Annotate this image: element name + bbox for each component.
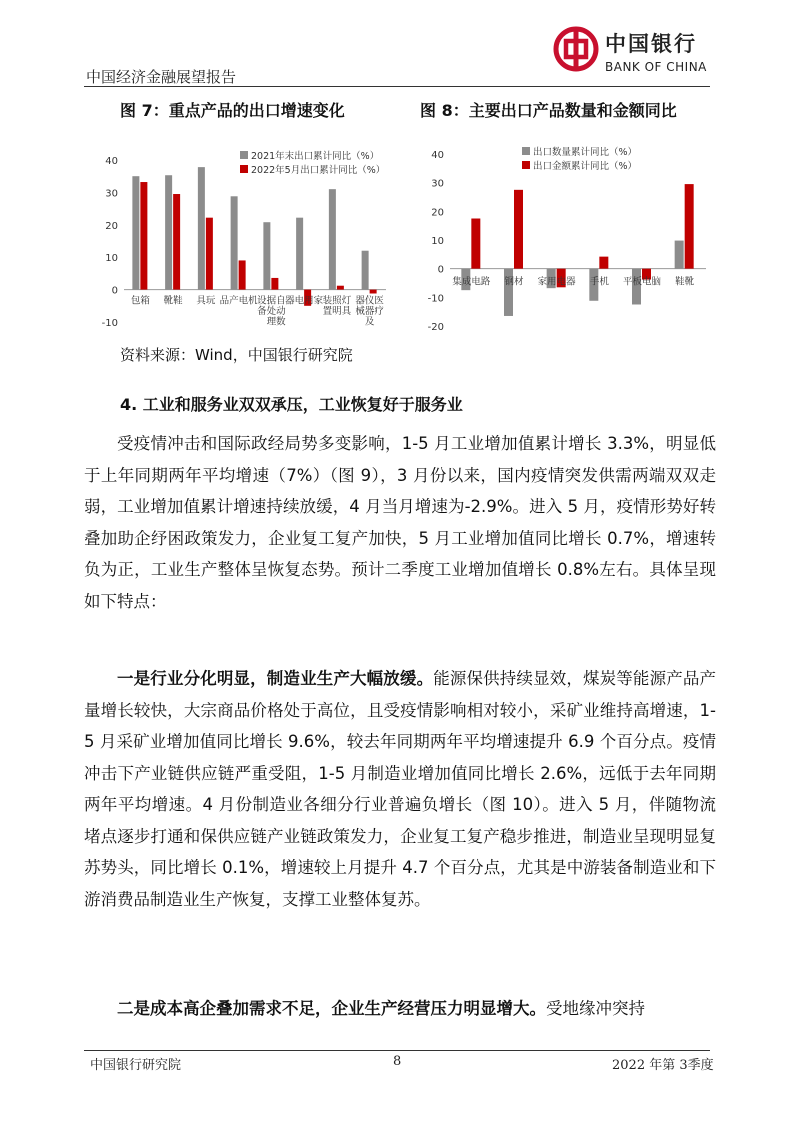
figure7-chart bbox=[90, 140, 390, 340]
x-tick-label-char: 理 bbox=[266, 316, 277, 328]
x-tick-label: 鞋靴 bbox=[675, 276, 695, 288]
bar-red bbox=[337, 286, 344, 290]
bar-gray bbox=[263, 222, 270, 289]
bar-gray bbox=[675, 241, 684, 269]
x-tick-label-char: 玩 bbox=[205, 295, 216, 307]
x-tick-label-char: 备 bbox=[257, 306, 267, 318]
x-tick-label-char: 处 bbox=[266, 306, 277, 318]
x-tick-label: 家用电器 bbox=[537, 276, 576, 288]
x-tick-label: 平板电脑 bbox=[622, 276, 662, 288]
x-tick-label-char: 箱 bbox=[140, 295, 150, 307]
x-tick-label-char: 包 bbox=[130, 295, 141, 307]
x-tick-label-char: 疗 bbox=[374, 306, 384, 318]
x-tick-label-char: 具 bbox=[341, 306, 352, 318]
bar-gray bbox=[362, 251, 369, 290]
x-tick-label-char: 电 bbox=[238, 295, 249, 307]
x-tick-label-char: 产 bbox=[229, 295, 239, 307]
x-tick-label-char: 器 bbox=[364, 306, 375, 318]
paragraph-industry-divergence bbox=[84, 663, 716, 915]
y-tick-label: -10 bbox=[427, 293, 444, 305]
legend-swatch bbox=[240, 151, 248, 159]
paragraph-industry-overview: 受疫情冲击和国际政经局势多变影响，1-5 月工业增加值累计增长 3.3%，明显低于上年同期两年平均增速（7%）（图 9），3 月份以来，国内疫情突发供需两端双双走弱，工业增加值累计增速持续放缓，4 月当月增速为-2.9%。进入 5 月，疫情形势好转叠加助企纾困政策发力，企业复工复产加快，5 月工业增加值同比增长 0.7%，增速转负为正，工业生产整体呈恢复态势。预计二季度工业增加值增长 0.8%左右。具体呈现如下特点： bbox=[84, 434, 716, 611]
x-tick-label-char: 家 bbox=[313, 295, 324, 307]
x-tick-label-char: 医 bbox=[374, 295, 384, 307]
x-tick-label-char: 具 bbox=[196, 295, 206, 307]
paragraph-body-1: 能源保供持续显效，煤炭等能源产品产量增长较快，大宗商品价格处于高位，且受疫情影响相对较小，采矿业维持高增速，1-5 月采矿业增加值同比增长 9.6%，较去年同期两年平均增速提升 6.9 个百分点。疫情冲击下产业链供应链严重受阻，1-5 月制造业增加值同比增长 2.6%，远低于去年同期两年平均增速。4 月份制造业各细分行业普遍负增长（图 10）。进入 5 月，伴随物流堵点逐步打通和保供应链产业链政策发力，企业复工复产稳步推进，制造业呈现明显复苏势头，同比增长 0.1%，增速较上月提升 4.7 个百分点，尤其是中游装备制造业和下游消费品制造业生产恢复，支撑工业整体复苏。 bbox=[84, 669, 717, 909]
x-tick-label-char: 自 bbox=[276, 295, 286, 307]
bar-red bbox=[173, 194, 180, 290]
x-tick-label-char: 器 bbox=[355, 295, 365, 307]
paragraph-cost-pressure bbox=[84, 993, 716, 1025]
legend-label: 2021年末出口累计同比（%） bbox=[251, 151, 380, 162]
y-tick-label: 0 bbox=[437, 264, 444, 276]
x-tick-label-char: 械 bbox=[355, 306, 365, 318]
x-tick-label: 集成电路 bbox=[452, 276, 491, 288]
x-tick-label-char: 品 bbox=[219, 295, 230, 307]
x-tick-label-char: 照 bbox=[332, 295, 342, 307]
bar-gray bbox=[132, 176, 139, 289]
footer-period: 2022 年第 3季度 bbox=[612, 1058, 714, 1073]
y-tick-label: 20 bbox=[105, 220, 118, 232]
bar-gray bbox=[231, 196, 238, 289]
legend-swatch bbox=[522, 161, 530, 169]
figure7-title: 图 7：重点产品的出口增速变化 bbox=[120, 101, 345, 120]
x-tick-label-char: 动 bbox=[276, 306, 286, 318]
x-tick-label-char: 仪 bbox=[364, 295, 375, 307]
figure8-chart bbox=[418, 140, 718, 340]
paragraph-lead-1: 一是行业分化明显，制造业生产大幅放缓。 bbox=[117, 669, 434, 688]
bar-red bbox=[685, 184, 694, 269]
footer-page-number: 8 bbox=[393, 1054, 402, 1069]
y-tick-label: -10 bbox=[101, 318, 118, 329]
x-tick-label-char: 鞋 bbox=[173, 295, 183, 307]
x-tick-label: 钢材 bbox=[504, 276, 524, 288]
y-tick-label: 10 bbox=[105, 253, 118, 265]
bank-of-china-emblem-icon bbox=[553, 26, 599, 72]
footer-institution: 中国银行研究院 bbox=[90, 1058, 182, 1073]
bar-red bbox=[140, 182, 147, 290]
bar-red bbox=[370, 290, 377, 294]
legend-label: 出口金额累计同比（%） bbox=[533, 161, 638, 172]
x-tick-label: 手机 bbox=[589, 276, 609, 288]
x-tick-label-char: 及 bbox=[364, 316, 375, 328]
logo-chinese-name: 中国银行 bbox=[605, 31, 697, 56]
legend-swatch bbox=[522, 147, 530, 155]
y-tick-label: 30 bbox=[431, 178, 444, 190]
y-tick-label: 30 bbox=[105, 188, 118, 200]
x-tick-label-char: 机 bbox=[248, 295, 258, 307]
bar-red bbox=[271, 278, 278, 290]
bar-gray bbox=[296, 218, 303, 290]
paragraph-lead-2: 二是成本高企叠加需求不足，企业生产经营压力明显增大。 bbox=[117, 999, 546, 1018]
figure8-title: 图 8：主要出口产品数量和金额同比 bbox=[420, 101, 677, 120]
header-divider bbox=[84, 86, 710, 87]
data-source-note: 资料来源：Wind，中国银行研究院 bbox=[120, 346, 353, 364]
paragraph-body-2: 受地缘冲突持 bbox=[546, 999, 645, 1018]
logo-english-name: BANK OF CHINA bbox=[605, 60, 707, 74]
x-tick-label-char: 用 bbox=[304, 295, 314, 307]
bar-gray bbox=[198, 167, 205, 289]
y-tick-label: 40 bbox=[105, 156, 118, 167]
bar-gray bbox=[329, 189, 336, 289]
bar-gray bbox=[165, 175, 172, 289]
footer-divider bbox=[84, 1050, 710, 1051]
x-tick-label-char: 装 bbox=[322, 295, 333, 307]
x-tick-label-char: 据 bbox=[266, 295, 277, 307]
x-tick-label-char: 灯 bbox=[341, 295, 352, 307]
legend-label: 2022年5月出口累计同比（%） bbox=[251, 165, 386, 176]
y-tick-label: 10 bbox=[431, 236, 444, 247]
x-tick-label-char: 数 bbox=[276, 316, 286, 328]
x-tick-label-char: 器 bbox=[285, 295, 295, 307]
section-heading: 4. 工业和服务业双双承压，工业恢复好于服务业 bbox=[120, 395, 463, 414]
legend-swatch bbox=[240, 165, 248, 173]
x-tick-label-char: 明 bbox=[332, 306, 342, 318]
bar-red bbox=[206, 218, 213, 290]
y-tick-label: 40 bbox=[431, 150, 444, 161]
x-tick-label-char: 置 bbox=[322, 306, 333, 318]
bar-red bbox=[514, 190, 523, 269]
y-tick-label: -20 bbox=[427, 322, 444, 333]
legend-label: 出口数量累计同比（%） bbox=[533, 147, 638, 158]
bar-red bbox=[599, 257, 608, 269]
report-title: 中国经济金融展望报告 bbox=[86, 68, 237, 86]
y-tick-label: 20 bbox=[431, 207, 444, 219]
bar-red bbox=[239, 260, 246, 289]
y-tick-label: 0 bbox=[111, 285, 118, 297]
x-tick-label-char: 靴 bbox=[163, 295, 174, 307]
bar-red bbox=[471, 219, 480, 269]
x-tick-label-char: 电 bbox=[294, 295, 305, 307]
bank-logo bbox=[553, 22, 713, 82]
x-tick-label-char: 设 bbox=[257, 295, 267, 307]
